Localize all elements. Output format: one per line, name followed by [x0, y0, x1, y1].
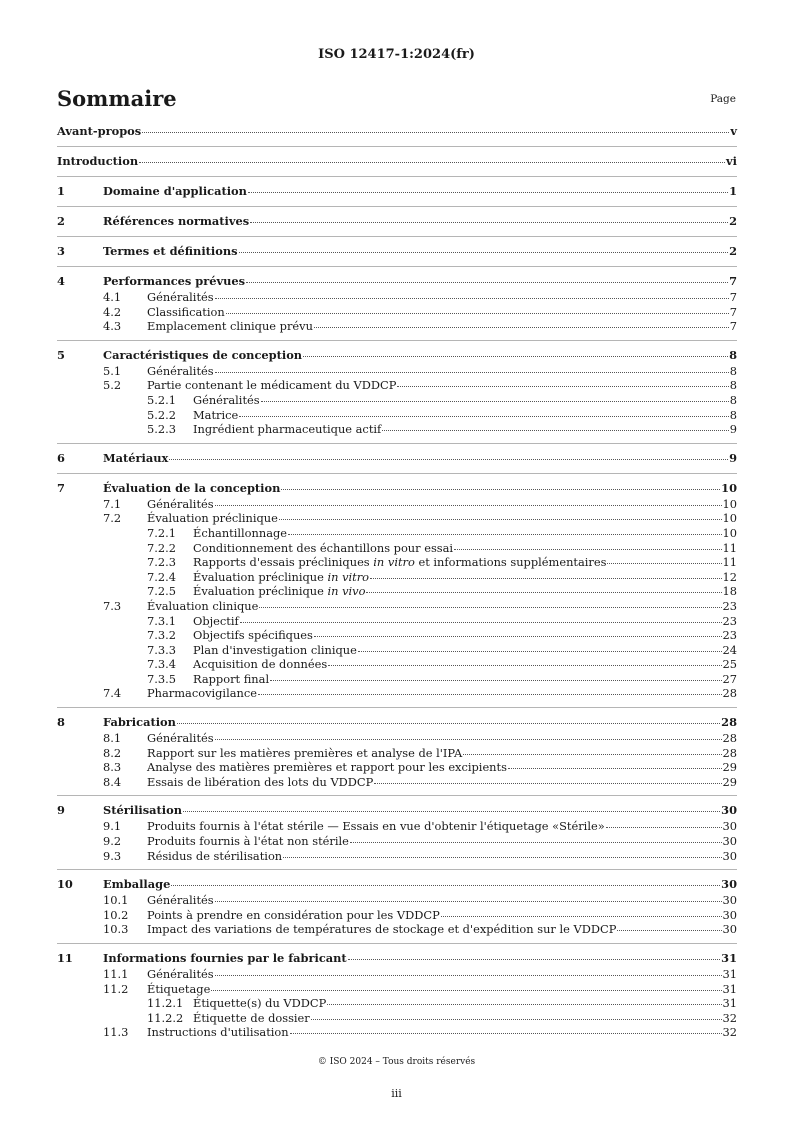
toc-entry-number: 8.4	[103, 774, 122, 789]
toc-entry-title: Termes et définitions	[103, 244, 238, 258]
toc-entry[interactable]	[57, 996, 737, 1011]
toc-entry-number: 8	[57, 715, 65, 730]
toc-entry-title: Échantillonnage	[193, 525, 288, 540]
toc-entry-title: Rapport sur les matières premières et analyse de l'IPA	[147, 745, 463, 760]
toc-entry[interactable]	[57, 834, 737, 849]
toc-leader-dots	[279, 519, 722, 520]
section-separator	[57, 206, 737, 207]
toc-entry-page: 9	[729, 422, 737, 437]
toc-entry-page: 30	[722, 848, 737, 863]
toc-entry-title: Matériaux	[103, 450, 169, 465]
toc-entry[interactable]	[57, 922, 737, 937]
toc-entry[interactable]	[57, 643, 737, 658]
toc-entry-title: Plan d'investigation clinique	[193, 642, 357, 657]
toc-leader-dots	[283, 857, 721, 858]
toc-entry[interactable]	[57, 526, 737, 541]
toc-entry-page: 25	[722, 657, 737, 672]
toc-entry-number: 9	[57, 803, 65, 818]
toc-entry-page: 12	[722, 569, 737, 584]
toc-entry-title: Matrice	[193, 407, 239, 422]
toc-entry-number: 7.2	[103, 511, 122, 526]
toc-entry[interactable]	[57, 1011, 737, 1026]
toc-leader-dots	[303, 356, 728, 357]
toc-entry-number: 5.2.1	[147, 392, 176, 407]
toc-entry-title: Emplacement clinique prévu	[147, 319, 313, 334]
toc-entry-page: 7	[729, 290, 737, 304]
toc-leader-dots	[348, 959, 720, 960]
toc-entry-page: 28	[722, 745, 737, 760]
toc-entry-title: Étiquette(s) du VDDCP	[193, 996, 327, 1011]
toc-entry[interactable]	[57, 775, 737, 790]
toc-entry[interactable]	[57, 497, 737, 512]
page-column-label: Page	[710, 93, 736, 105]
toc-entry[interactable]	[57, 628, 737, 643]
toc-entry[interactable]	[57, 182, 737, 200]
copyright-notice: © ISO 2024 – Tous droits réservés	[317, 1057, 476, 1067]
toc-entry-number: 11	[57, 951, 73, 965]
section-separator	[57, 266, 737, 267]
toc-entry-page: 29	[722, 774, 737, 789]
toc-entry-title: Généralités	[147, 496, 214, 511]
section-separator	[57, 146, 737, 147]
toc-entry[interactable]	[57, 908, 737, 923]
toc-entry-title: Étiquette de dossier	[193, 1010, 310, 1025]
toc-entry-title: Essais de libération des lots du VDDCP	[147, 774, 374, 789]
toc-entry-number: 4.3	[103, 319, 122, 334]
toc-entry[interactable]	[57, 305, 737, 320]
toc-entry-page: 8	[729, 378, 737, 393]
toc-entry-page: 8	[729, 363, 737, 378]
toc-entry-page: 1	[729, 184, 737, 198]
toc-entry-page: 8	[729, 347, 737, 362]
toc-entry-number: 6	[57, 450, 65, 465]
toc-entry-number: 7.3.5	[147, 671, 176, 686]
toc-leader-dots	[366, 592, 721, 593]
toc-entry-title: Partie contenant le médicament du VDDCP	[147, 378, 397, 393]
toc-entry-number: 5.2	[103, 378, 122, 393]
toc-entry[interactable]	[57, 511, 737, 526]
toc-entry-page: 8	[729, 407, 737, 422]
toc-entry-number: 7.2.2	[147, 540, 176, 555]
toc-entry-page: 30	[722, 834, 737, 849]
toc-entry[interactable]	[57, 982, 737, 997]
toc-entry-number: 7.2.4	[147, 569, 176, 584]
toc-leader-dots	[215, 505, 722, 506]
toc-entry-title: Étiquetage	[147, 981, 211, 996]
toc-entry-number: 7	[57, 480, 65, 495]
toc-entry-number: 8.3	[103, 760, 122, 775]
toc-entry-number: 2	[57, 214, 65, 228]
toc-leader-dots	[290, 1033, 722, 1034]
toc-entry-page: 27	[722, 671, 737, 686]
toc-leader-dots	[314, 636, 722, 637]
toc-entry[interactable]	[57, 393, 737, 408]
toc-entry[interactable]	[57, 713, 737, 731]
toc-entry-number: 8.2	[103, 745, 122, 760]
toc-entry-title: Emballage	[103, 877, 171, 892]
toc-entry-page: 2	[729, 214, 737, 228]
toc-entry-title: Évaluation préclinique in vitro	[193, 569, 370, 584]
toc-entry-page: 32	[722, 1010, 737, 1025]
toc-entry[interactable]	[57, 760, 737, 775]
toc-entry-page: vi	[726, 154, 737, 168]
toc-entry[interactable]	[57, 122, 737, 140]
toc-entry[interactable]	[57, 584, 737, 599]
toc-leader-dots	[606, 827, 722, 828]
toc-entry-page: 11	[722, 540, 737, 555]
toc-entry-number: 11.2.2	[147, 1010, 184, 1025]
toc-entry-title: Ingrédient pharmaceutique actif	[193, 422, 382, 437]
toc-entry-page: 28	[722, 731, 737, 746]
toc-leader-dots	[328, 665, 721, 666]
document-id: ISO 12417-1:2024(fr)	[318, 47, 475, 62]
toc-leader-dots	[508, 768, 722, 769]
toc-entry-page: 30	[722, 893, 737, 908]
toc-leader-dots	[248, 192, 728, 193]
toc-entry-page: 29	[722, 760, 737, 775]
toc-entry-number: 7.4	[103, 686, 122, 701]
toc-entry-page: 28	[722, 686, 737, 701]
toc-leader-dots	[171, 885, 720, 886]
toc-entry[interactable]	[57, 290, 737, 305]
toc-entry-number: 11.1	[103, 967, 129, 981]
toc-entry[interactable]	[57, 746, 737, 761]
toc-entry-title: Performances prévues	[103, 274, 246, 288]
toc-leader-dots	[142, 132, 729, 133]
toc-entry-title: Introduction	[57, 154, 139, 168]
toc-entry-title: Évaluation préclinique in vivo	[193, 584, 366, 599]
toc-entry[interactable]	[57, 422, 737, 437]
toc-entry-title: Informations fournies par le fabricant	[103, 951, 347, 965]
toc-entry[interactable]	[57, 672, 737, 687]
toc-leader-dots	[215, 298, 729, 299]
section-separator	[57, 795, 737, 796]
toc-leader-dots	[169, 459, 728, 460]
toc-entry-number: 7.3.4	[147, 657, 176, 672]
toc-entry[interactable]	[57, 967, 737, 982]
toc-entry[interactable]	[57, 152, 737, 170]
toc-entry-number: 3	[57, 244, 65, 258]
toc-entry-page: 18	[722, 584, 737, 599]
toc-entry[interactable]	[57, 364, 737, 379]
toc-entry[interactable]	[57, 212, 737, 230]
toc-entry-page: 23	[722, 628, 737, 643]
toc-leader-dots	[397, 386, 728, 387]
toc-entry-page: 31	[722, 967, 737, 981]
toc-entry-number: 9.1	[103, 819, 122, 834]
toc-entry-number: 11.2.1	[147, 996, 184, 1011]
toc-entry-number: 5	[57, 347, 65, 362]
toc-entry-title: Produits fournis à l'état stérile — Essais en vue d'obtenir l'étiquetage «Stérile»	[147, 819, 605, 834]
toc-entry-title: Généralités	[147, 290, 214, 304]
toc-entry-title: Analyse des matières premières et rapport pour les excipients	[147, 760, 507, 775]
toc-entry-title: Références normatives	[103, 214, 250, 228]
toc-entry-title: Objectifs spécifiques	[193, 628, 313, 643]
toc-entry[interactable]	[57, 272, 737, 290]
toc-entry-page: 30	[722, 907, 737, 922]
toc-leader-dots	[240, 622, 722, 623]
toc-leader-dots	[374, 783, 721, 784]
page-title: Sommaire	[57, 86, 177, 111]
toc-entry-page: 10	[722, 511, 737, 526]
toc-entry[interactable]	[57, 893, 737, 908]
toc-entry-page: 7	[729, 319, 737, 334]
toc-entry-number: 7.3.2	[147, 628, 176, 643]
toc-entry-page: 30	[722, 922, 737, 937]
toc-entry[interactable]	[57, 949, 737, 967]
toc-leader-dots	[215, 975, 722, 976]
toc-entry-number: 4.2	[103, 304, 122, 319]
toc-entry-page: 32	[722, 1025, 737, 1040]
toc-entry[interactable]	[57, 819, 737, 834]
toc-leader-dots	[215, 372, 729, 373]
toc-entry-number: 10.1	[103, 893, 129, 908]
section-separator	[57, 943, 737, 944]
toc-entry[interactable]	[57, 614, 737, 629]
section-separator	[57, 340, 737, 341]
toc-entry-page: 10	[722, 496, 737, 511]
toc-entry-page: 30	[721, 877, 737, 892]
toc-entry[interactable]	[57, 378, 737, 393]
toc-leader-dots	[454, 549, 721, 550]
toc-leader-dots	[314, 327, 729, 328]
toc-entry-number: 4	[57, 274, 65, 288]
toc-entry-number: 4.1	[103, 290, 122, 304]
toc-leader-dots	[177, 723, 720, 724]
toc-entry-number: 7.3	[103, 598, 122, 613]
toc-entry-title: Généralités	[147, 731, 214, 746]
toc-entry[interactable]	[57, 599, 737, 614]
toc-entry-title: Rapports d'essais précliniques in vitro et informations supplémentaires	[193, 555, 607, 570]
toc-leader-dots	[239, 416, 729, 417]
toc-entry-number: 7.2.3	[147, 555, 176, 570]
toc-entry-title: Instructions d'utilisation	[147, 1025, 289, 1040]
toc-entry-title: Fabrication	[103, 715, 176, 730]
toc-entry[interactable]	[57, 657, 737, 672]
toc-leader-dots	[183, 811, 720, 812]
toc-entry[interactable]	[57, 242, 737, 260]
section-separator	[57, 176, 737, 177]
table-of-contents	[57, 122, 737, 1040]
toc-entry-number: 5.2.2	[147, 407, 176, 422]
toc-leader-dots	[358, 651, 722, 652]
toc-entry-title: Avant-propos	[57, 124, 142, 138]
toc-entry-page: 30	[721, 803, 737, 818]
toc-entry[interactable]	[57, 479, 737, 497]
toc-entry-page: 23	[722, 598, 737, 613]
toc-entry-number: 7.2.5	[147, 584, 176, 599]
toc-leader-dots	[311, 1019, 722, 1020]
toc-entry[interactable]	[57, 849, 737, 864]
toc-entry-number: 9.2	[103, 834, 122, 849]
toc-entry-number: 8.1	[103, 731, 122, 746]
toc-entry[interactable]	[57, 875, 737, 893]
toc-entry-title: Points à prendre en considération pour les VDDCP	[147, 907, 440, 922]
toc-leader-dots	[281, 489, 720, 490]
toc-leader-dots	[250, 222, 728, 223]
toc-entry-title: Classification	[147, 304, 225, 319]
section-separator	[57, 869, 737, 870]
toc-entry-title: Rapport final	[193, 671, 270, 686]
toc-entry[interactable]	[57, 801, 737, 819]
toc-entry[interactable]	[57, 449, 737, 467]
toc-leader-dots	[261, 401, 729, 402]
toc-entry[interactable]	[57, 1025, 737, 1040]
section-separator	[57, 443, 737, 444]
toc-entry-page: 31	[721, 951, 737, 965]
toc-entry-title: Généralités	[147, 967, 214, 981]
toc-leader-dots	[288, 534, 721, 535]
toc-leader-dots	[607, 563, 721, 564]
toc-entry-page: 31	[722, 981, 737, 996]
toc-entry-page: 24	[722, 642, 737, 657]
toc-entry[interactable]	[57, 346, 737, 364]
toc-entry-page: 9	[729, 450, 737, 465]
toc-entry-title: Pharmacovigilance	[147, 686, 257, 701]
toc-entry-page: 31	[722, 996, 737, 1011]
toc-leader-dots	[382, 430, 728, 431]
toc-entry[interactable]	[57, 319, 737, 334]
toc-entry-title: Stérilisation	[103, 803, 182, 818]
toc-entry-page: v	[730, 124, 737, 138]
toc-entry-title: Résidus de stérilisation	[147, 848, 283, 863]
toc-leader-dots	[211, 990, 721, 991]
toc-entry-title: Domaine d'application	[103, 184, 247, 198]
toc-entry-title: Généralités	[193, 392, 260, 407]
toc-leader-dots	[259, 607, 721, 608]
toc-entry[interactable]	[57, 570, 737, 585]
toc-entry-page: 7	[729, 274, 737, 288]
toc-entry[interactable]	[57, 408, 737, 423]
toc-leader-dots	[327, 1004, 721, 1005]
toc-leader-dots	[441, 916, 722, 917]
toc-leader-dots	[370, 578, 721, 579]
toc-entry[interactable]	[57, 555, 737, 570]
toc-entry-page: 30	[722, 819, 737, 834]
toc-entry-title: Conditionnement des échantillons pour essai	[193, 540, 454, 555]
toc-entry[interactable]	[57, 686, 737, 701]
toc-entry-page: 11	[722, 555, 737, 570]
toc-entry-number: 5.1	[103, 363, 122, 378]
toc-entry-title: Généralités	[147, 363, 214, 378]
toc-entry-page: 2	[729, 244, 737, 258]
toc-entry-number: 9.3	[103, 848, 122, 863]
toc-entry-title: Évaluation clinique	[147, 598, 259, 613]
toc-entry-page: 23	[722, 613, 737, 628]
page-number: iii	[391, 1087, 402, 1100]
toc-entry-title: Évaluation de la conception	[103, 480, 281, 495]
toc-leader-dots	[258, 694, 722, 695]
toc-entry-title: Produits fournis à l'état non stérile	[147, 834, 349, 849]
toc-entry-number: 7.1	[103, 496, 122, 511]
toc-entry-number: 11.3	[103, 1025, 129, 1040]
toc-entry-number: 1	[57, 184, 65, 198]
toc-leader-dots	[617, 930, 721, 931]
toc-entry-number: 10.3	[103, 922, 129, 937]
toc-leader-dots	[239, 252, 729, 253]
toc-entry[interactable]	[57, 731, 737, 746]
toc-entry-title: Acquisition de données	[193, 657, 328, 672]
toc-entry-number: 7.3.1	[147, 613, 176, 628]
toc-leader-dots	[139, 162, 725, 163]
toc-entry-number: 10.2	[103, 907, 129, 922]
section-separator	[57, 236, 737, 237]
toc-entry-number: 11.2	[103, 981, 129, 996]
toc-entry-title: Objectif	[193, 613, 239, 628]
toc-leader-dots	[215, 901, 722, 902]
toc-entry-title: Caractéristiques de conception	[103, 347, 303, 362]
toc-entry[interactable]	[57, 541, 737, 556]
section-separator	[57, 707, 737, 708]
toc-entry-page: 7	[729, 304, 737, 319]
toc-leader-dots	[215, 739, 722, 740]
toc-leader-dots	[246, 282, 728, 283]
toc-leader-dots	[463, 754, 721, 755]
toc-entry-page: 8	[729, 392, 737, 407]
toc-entry-title: Généralités	[147, 893, 214, 908]
toc-leader-dots	[226, 313, 729, 314]
toc-entry-title: Impact des variations de températures de stockage et d'expédition sur le VDDCP	[147, 922, 617, 937]
toc-entry-page: 10	[722, 525, 737, 540]
toc-entry-number: 10	[57, 877, 73, 892]
toc-entry-page: 28	[721, 715, 737, 730]
toc-entry-title: Évaluation préclinique	[147, 511, 278, 526]
toc-leader-dots	[270, 680, 721, 681]
toc-entry-number: 7.2.1	[147, 525, 176, 540]
toc-entry-number: 7.3.3	[147, 642, 176, 657]
toc-entry-page: 10	[721, 480, 737, 495]
toc-leader-dots	[350, 842, 722, 843]
section-separator	[57, 473, 737, 474]
toc-entry-number: 5.2.3	[147, 422, 176, 437]
